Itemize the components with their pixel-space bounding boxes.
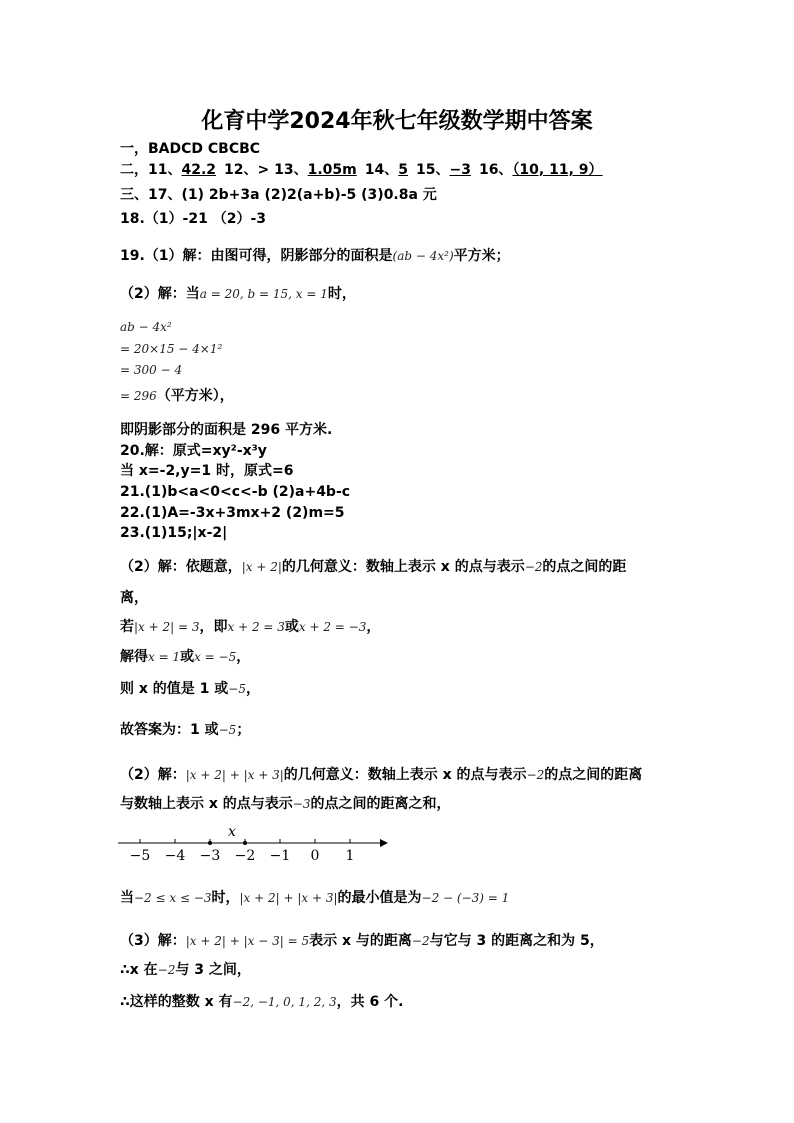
- number-line-tick-label: −5: [129, 848, 151, 864]
- text: 与数轴上表示 x 的点与表示: [120, 796, 293, 812]
- answer-14: 5: [398, 162, 408, 178]
- text: ；: [236, 722, 251, 738]
- text: 或: [180, 649, 195, 665]
- text: 时，: [327, 286, 356, 302]
- formula: −2: [526, 768, 545, 782]
- calc-line-1: ab − 4x²: [120, 320, 172, 334]
- text: 与 3 之间，: [175, 962, 251, 978]
- text: 19.（1）解：由图可得，阴影部分的面积是: [120, 248, 393, 264]
- formula: −5: [218, 723, 237, 737]
- number-line-tick-label: 0: [310, 848, 320, 864]
- text: 或: [284, 619, 299, 635]
- text: 时，: [211, 890, 240, 906]
- s2-mid15: 15、: [415, 162, 450, 178]
- answer-20b: 当 x=-2,y=1 时，原式=6: [120, 463, 294, 479]
- answer-19-part2: [120, 285, 356, 303]
- answer-23-line5: [120, 680, 260, 698]
- text: （2）解：依题意，: [120, 559, 242, 575]
- text: 的最小值是为: [337, 890, 422, 906]
- formula: |x + 2| = 3: [134, 620, 200, 634]
- answer-15: −3: [449, 162, 471, 178]
- answer-23-line11: [120, 961, 251, 979]
- answer-16: （10, 11, 9）: [512, 162, 603, 178]
- answer-23-line3: [120, 618, 380, 636]
- answer-13: 1.05m: [307, 162, 357, 178]
- answer-23-line7: [120, 766, 642, 784]
- answer-22: 22.(1)A=-3x+3mx+2 (2)m=5: [120, 505, 345, 521]
- formula: −2: [524, 560, 543, 574]
- answer-23-line4: [120, 648, 250, 666]
- s2-mid12: 12、> 13、: [224, 162, 308, 178]
- calc-line-3: = 300 − 4: [120, 363, 183, 377]
- number-line-tick-label: −4: [164, 848, 186, 864]
- s2-mid14: 14、: [364, 162, 399, 178]
- text: 平方米；: [453, 248, 510, 264]
- answer-23-part2-line1: [120, 558, 626, 576]
- text: （2）解：: [120, 767, 186, 783]
- text: ∴x 在: [120, 962, 158, 978]
- text: ，: [236, 649, 251, 665]
- text: 的点之间的距离之和，: [310, 796, 451, 812]
- answer-23-part2-line2: 离，: [120, 590, 148, 606]
- formula: |x + 2| + |x + 3|: [239, 891, 338, 905]
- s2-mid16: 16、: [478, 162, 513, 178]
- text: 故答案为：1 或: [120, 722, 219, 738]
- text: 则 x 的值是 1 或: [120, 681, 229, 697]
- text: ∴这样的整数 x 有: [120, 994, 233, 1010]
- answer-19-part1: [120, 247, 510, 265]
- page-title: 化育中学2024年秋七年级数学期中答案: [201, 109, 593, 134]
- text: ，即: [199, 619, 228, 635]
- formula: −2, −1, 0, 1, 2, 3: [232, 995, 337, 1009]
- s2-prefix: 二，11、: [120, 162, 182, 178]
- number-line-point: [243, 841, 247, 845]
- answer-23-line8: [120, 795, 450, 813]
- number-line-tick-label: −3: [199, 848, 221, 864]
- formula: x + 2 = −3: [298, 620, 367, 634]
- formula: −2: [411, 934, 430, 948]
- text: ，: [366, 619, 381, 635]
- answer-18: 18.（1）-21 （2）-3: [120, 211, 267, 227]
- text: 若: [120, 619, 134, 635]
- text: 与它与 3 的距离之和为 5，: [429, 933, 604, 949]
- formula: −5: [228, 682, 246, 696]
- answer-23-line6: [120, 721, 250, 739]
- answer-23-line10: [120, 932, 604, 950]
- formula: (ab − 4x²): [392, 249, 454, 263]
- answer-section-2: [120, 161, 603, 179]
- text: 解得: [120, 649, 148, 665]
- formula: −3: [292, 797, 311, 811]
- number-line-tick-label: −1: [269, 848, 291, 864]
- text: （平方米），: [156, 388, 234, 404]
- text: 的几何意义：数轴上表示 x 的点与表示: [283, 767, 527, 783]
- number-line-var: x: [228, 824, 236, 840]
- text: 的点之间的距离: [544, 767, 643, 783]
- formula: a = 20, b = 15, x = 1: [199, 287, 328, 301]
- number-line-point: [208, 841, 212, 845]
- calc-line-4: [120, 387, 234, 405]
- formula: x + 2 = 3: [227, 620, 285, 634]
- answer-11: 42.2: [181, 162, 217, 178]
- text: （3）解：: [120, 933, 186, 949]
- answer-23-part1: 23.(1)15;|x-2|: [120, 525, 228, 541]
- answer-23-line9: [120, 889, 509, 907]
- text: （2）解：当: [120, 286, 200, 302]
- answer-section-3: 三、17、(1) 2b+3a (2)2(a+b)-5 (3)0.8a 元: [120, 187, 437, 203]
- text: 的几何意义：数轴上表示 x 的点与表示: [281, 559, 525, 575]
- answer-20a: 20.解：原式=xy²-x³y: [120, 443, 267, 459]
- formula: |x + 2| + |x − 3| = 5: [185, 934, 310, 948]
- formula: −2: [157, 963, 176, 977]
- calc-line-2: = 20×15 − 4×1²: [120, 342, 223, 356]
- number-line-tick-label: −2: [234, 848, 256, 864]
- formula: = 296: [120, 389, 157, 403]
- number-line: [110, 822, 400, 868]
- text: 表示 x 与的距离: [309, 933, 412, 949]
- answer-19-conclusion: 即阴影部分的面积是 296 平方米.: [120, 422, 333, 438]
- text: ，共 6 个.: [336, 994, 404, 1010]
- formula: |x + 2|: [241, 560, 282, 574]
- number-line-tick-label: 1: [345, 848, 355, 864]
- text: ，: [245, 681, 260, 697]
- formula: x = −5: [194, 650, 237, 664]
- text: 当: [120, 890, 134, 906]
- answer-21: 21.(1)b<a<0<c<-b (2)a+4b-c: [120, 484, 351, 500]
- answer-23-line12: [120, 993, 403, 1011]
- formula: −2 ≤ x ≤ −3: [134, 891, 212, 905]
- formula: x = 1: [148, 650, 181, 664]
- text: 的点之间的距: [542, 559, 627, 575]
- answer-section-1: 一，BADCD CBCBC: [120, 141, 261, 157]
- formula: −2 − (−3) = 1: [421, 891, 510, 905]
- formula: |x + 2| + |x + 3|: [185, 768, 284, 782]
